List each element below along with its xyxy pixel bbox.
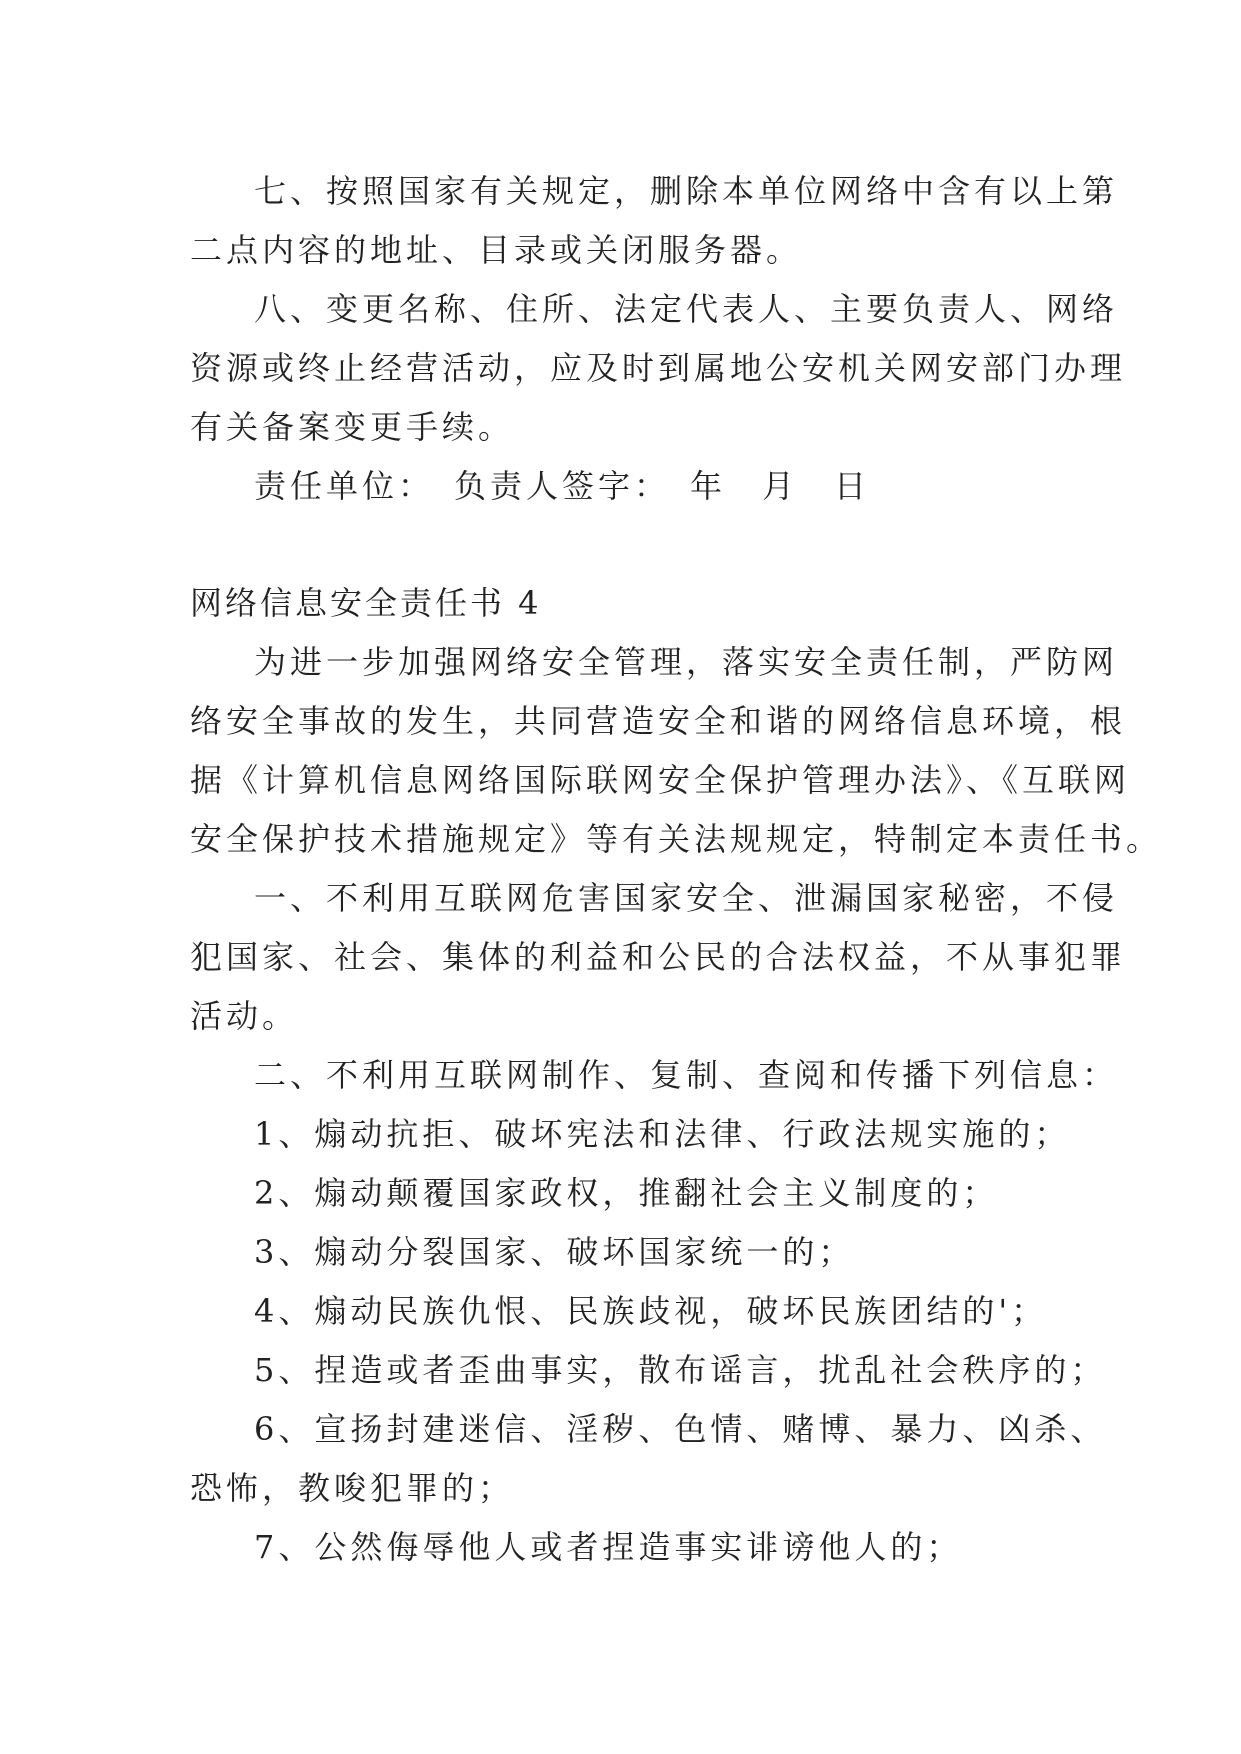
list-item: 2、煽动颠覆国家政权，推翻社会主义制度的；: [254, 1174, 999, 1212]
text-line: 犯国家、社会、集体的利益和公民的合法权益，不从事犯罪: [190, 938, 1127, 976]
paragraph-intro: [190, 633, 1163, 869]
text-line: 二点内容的地址、目录或关闭服务器。: [190, 231, 803, 269]
text-line: 七、按照国家有关规定，删除本单位网络中含有以上第: [254, 172, 1119, 210]
list-item: 5、捏造或者歪曲事实，散布谣言，扰乱社会秩序的；: [254, 1351, 1107, 1389]
paragraph-item-1: [190, 869, 1127, 1046]
text-line: 资源或终止经营活动，应及时到属地公安机关网安部门办理: [190, 349, 1127, 387]
paragraph-item-2: 二、不利用互联网制作、复制、查阅和传播下列信息：: [254, 1056, 1119, 1094]
list-item: 1、煽动抗拒、破坏宪法和法律、行政法规实施的；: [254, 1115, 1071, 1153]
text-line: 有关备案变更手续。: [190, 408, 515, 446]
document-body: [190, 162, 1163, 1577]
list-item: 4、煽动民族仇恨、民族歧视，破坏民族团结的'；: [254, 1292, 1048, 1330]
signature-line: 责任单位： 负责人签字： 年 月 日: [254, 467, 871, 505]
list-item: 7、公然侮辱他人或者捏造事实诽谤他人的；: [254, 1528, 963, 1566]
text-line: 安全保护技术措施规定》等有关法规规定，特制定本责任书。: [190, 820, 1163, 858]
text-line: 活动。: [190, 997, 299, 1035]
list-item: 3、煽动分裂国家、破坏国家统一的；: [254, 1233, 855, 1271]
paragraph-item-8: [190, 280, 1127, 457]
text-line: 八、变更名称、住所、法定代表人、主要负责人、网络: [254, 290, 1119, 328]
text-line: 络安全事故的发生，共同营造安全和谐的网络信息环境，根: [190, 702, 1127, 740]
section-title: 网络信息安全责任书 4: [190, 584, 542, 622]
text-line: 一、不利用互联网危害国家安全、泄漏国家秘密，不侵: [254, 879, 1119, 917]
text-line: 恐怖，教唆犯罪的；: [190, 1469, 515, 1507]
text-line: 据《计算机信息网络国际联网安全保护管理办法》、《互联网: [190, 761, 1131, 799]
section-gap: [190, 516, 1050, 574]
paragraph-item-7: [190, 162, 1119, 280]
text-line: 为进一步加强网络安全管理，落实安全责任制，严防网: [254, 643, 1119, 681]
prohibited-info-list: [190, 1105, 1107, 1577]
text-line: 6、宣扬封建迷信、淫秽、色情、赌博、暴力、凶杀、: [254, 1410, 1107, 1448]
list-item-6: [190, 1400, 1107, 1518]
